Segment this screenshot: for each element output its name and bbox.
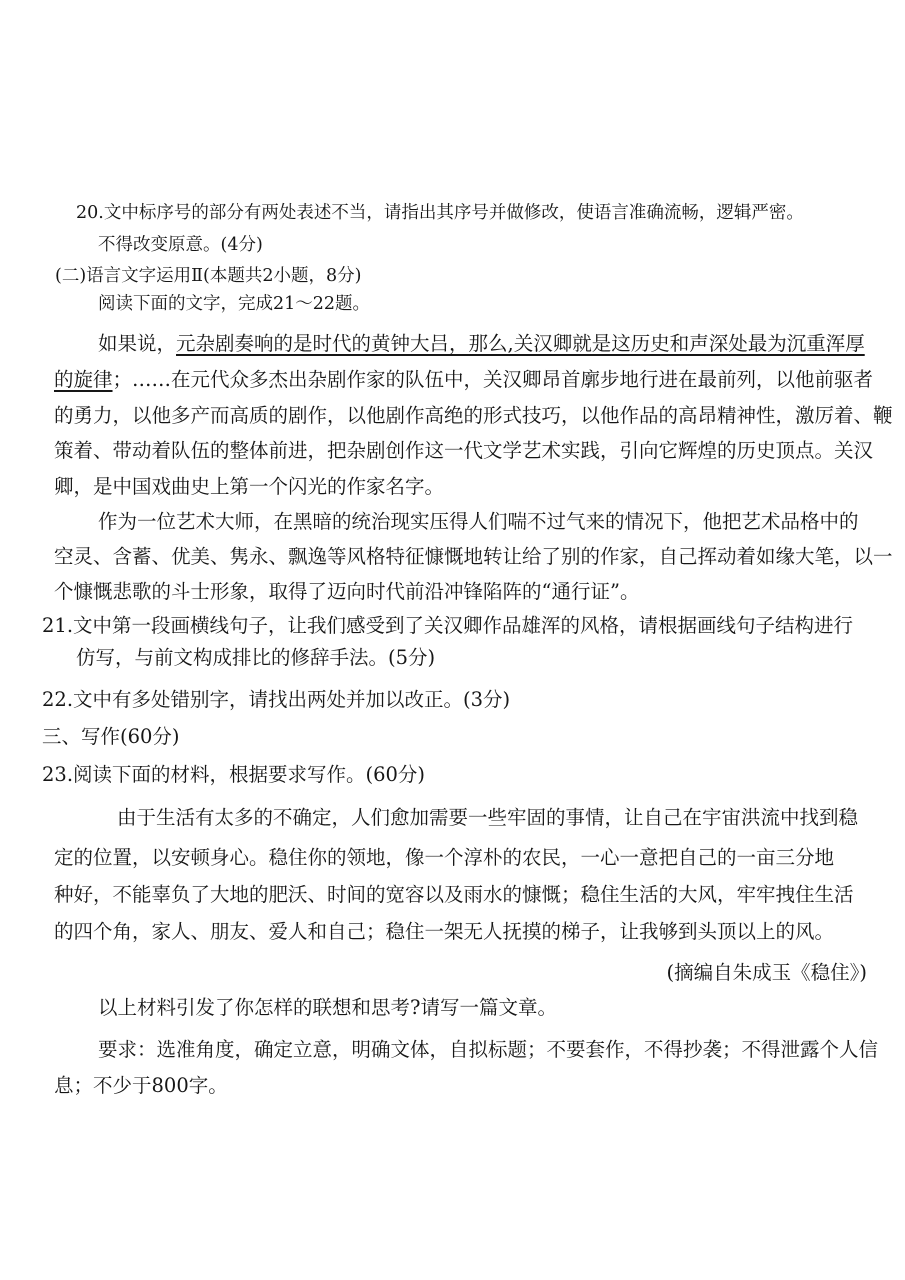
q23-material-line2: 定的位置，以安顿身心。稳住你的领地，像一个淳朴的农民，一心一意把自己的一亩三分地	[54, 846, 835, 869]
passage-p1-line3: 的勇力，以他多产而高质的剧作，以他剧作高绝的形式技巧，以他作品的高昂精神性，激厉着、鞭	[54, 404, 893, 427]
q23-title: 23.阅读下面的材料，根据要求写作。(60分)	[42, 763, 426, 786]
q23-source: (摘编自朱成玉《稳住》)	[666, 961, 867, 984]
q20-line1: 20.文中标序号的部分有两处表述不当，请指出其序号并做修改，使语言准确流畅，逻辑严密。	[76, 203, 804, 223]
q23-requirements-line2: 息；不少于800字。	[54, 1074, 228, 1097]
q20-line2: 不得改变原意。(4分)	[98, 235, 263, 255]
passage-p1-line5: 卿，是中国戏曲史上第一个闪光的作家名字。	[54, 475, 445, 498]
passage-p1-line2	[54, 370, 873, 390]
passage-p1-line2-rest: ；……在元代众多杰出杂剧作家的队伍中，关汉卿昂首廓步地行进在最前列，以他前驱者	[112, 368, 874, 391]
section2-instruction: 阅读下面的文字，完成21～22题。	[98, 294, 371, 314]
passage-p2-line1: 作为一位艺术大师，在黑暗的统治现实压得人们喘不过气来的情况下，他把艺术品格中的	[98, 510, 859, 533]
section2-heading: (二)语言文字运用Ⅱ(本题共2小题，8分)	[55, 266, 362, 286]
q23-prompt: 以上材料引发了你怎样的联想和思考?请写一篇文章。	[98, 996, 557, 1019]
passage-p1-prefix: 如果说，	[98, 332, 177, 355]
q21-line2: 仿写，与前文构成排比的修辞手法。(5分)	[76, 646, 436, 669]
section3-heading: 三、写作(60分)	[42, 725, 180, 748]
underlined-sentence-part2: 的旋律	[54, 368, 113, 391]
passage-p2-line3: 个慷慨悲歌的斗士形象，取得了迈向时代前沿冲锋陷阵的“通行证”。	[54, 580, 640, 603]
q23-material-line4: 的四个角，家人、朋友、爱人和自己；稳住一架无人抚摸的梯子，让我够到头顶以上的风。	[54, 920, 835, 943]
q22-text: 22.文中有多处错别字，请找出两处并加以改正。(3分)	[42, 688, 511, 711]
passage-p1-line1	[98, 334, 865, 354]
passage-p2-line2: 空灵、含蓄、优美、隽永、飘逸等风格特征慷慨地转让给了别的作家，自己挥动着如缘大笔，以一	[54, 545, 893, 568]
q23-material-line1: 由于生活有太多的不确定，人们愈加需要一些牢固的事情，让自己在宇宙洪流中找到稳	[117, 806, 859, 829]
passage-p1-line4: 策着、带动着队伍的整体前进，把杂剧创作这一代文学艺术实践，引向它辉煌的历史顶点。关汉	[54, 439, 874, 462]
q23-material-line3: 种好，不能辜负了大地的肥沃、时间的宽容以及雨水的慷慨；稳住生活的大风，牢牢拽住生活	[54, 883, 854, 906]
q21-line1: 21.文中第一段画横线句子，让我们感受到了关汉卿作品雄浑的风格，请根据画线句子结构进行	[42, 614, 854, 637]
q23-requirements-line1: 要求：选准角度，确定立意，明确文体，自拟标题；不要套作，不得抄袭；不得泄露个人信	[98, 1038, 879, 1061]
underlined-sentence-part1: 元杂剧奏响的是时代的黄钟大吕，那么,关汉卿就是这历史和声深处最为沉重浑厚	[176, 332, 865, 355]
